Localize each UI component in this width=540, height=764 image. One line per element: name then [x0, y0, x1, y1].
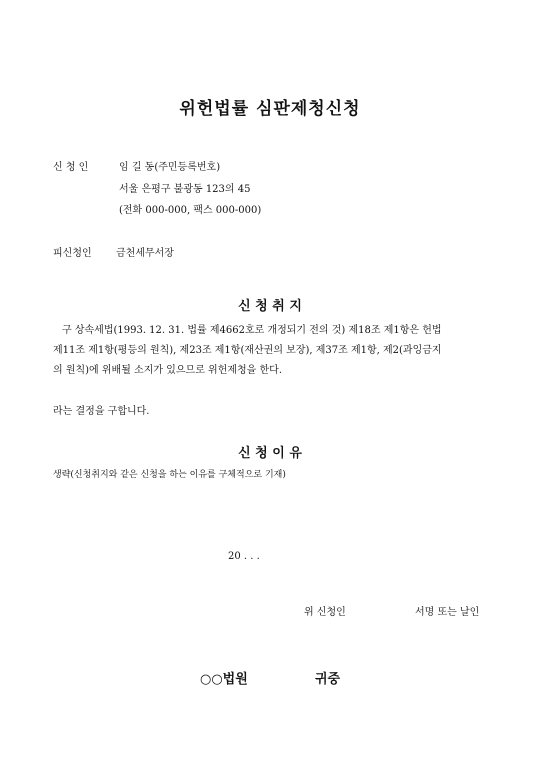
court-addressee: 귀중 — [315, 672, 341, 687]
applicant-label: 신 청 인 — [53, 162, 89, 173]
purpose-closing: 라는 결정을 구합니다. — [53, 406, 150, 417]
purpose-line-1: 구 상속세법(1993. 12. 31. 법률 제4662호로 개정되기 전의 것) 제18조 제1항은 헌법 — [62, 325, 442, 336]
reason-heading: 신 청 이 유 — [238, 446, 302, 461]
purpose-heading: 신 청 취 지 — [238, 299, 302, 314]
applicant-contact: (전화 000-000, 팩스 000-000) — [119, 205, 262, 216]
respondent-name: 금천세무서장 — [116, 248, 174, 259]
reason-note: 생략(신청취지와 같은 신청을 하는 이유를 구체적으로 기재) — [53, 470, 286, 480]
applicant-address: 서울 은평구 불광동 123의 45 — [119, 184, 251, 195]
date-line: 20 . . . — [228, 551, 260, 562]
purpose-line-2: 제11조 제1항(평등의 원칙), 제23조 제1항(재산권의 보장), 제37조 제1항, 제2(과잉금지 — [53, 345, 442, 356]
respondent-label: 피신청인 — [53, 248, 92, 259]
signature-applicant-label: 위 신청인 — [304, 607, 346, 618]
document-title: 위헌법률 심판제청신청 — [179, 99, 361, 119]
purpose-line-3: 의 원칙)에 위배될 소지가 있으므로 위헌제청을 한다. — [53, 365, 283, 376]
court-name: ○○법원 — [200, 672, 248, 687]
applicant-name: 임 길 동(주민등록번호) — [119, 162, 221, 173]
signature-sign-label: 서명 또는 날인 — [415, 607, 480, 618]
